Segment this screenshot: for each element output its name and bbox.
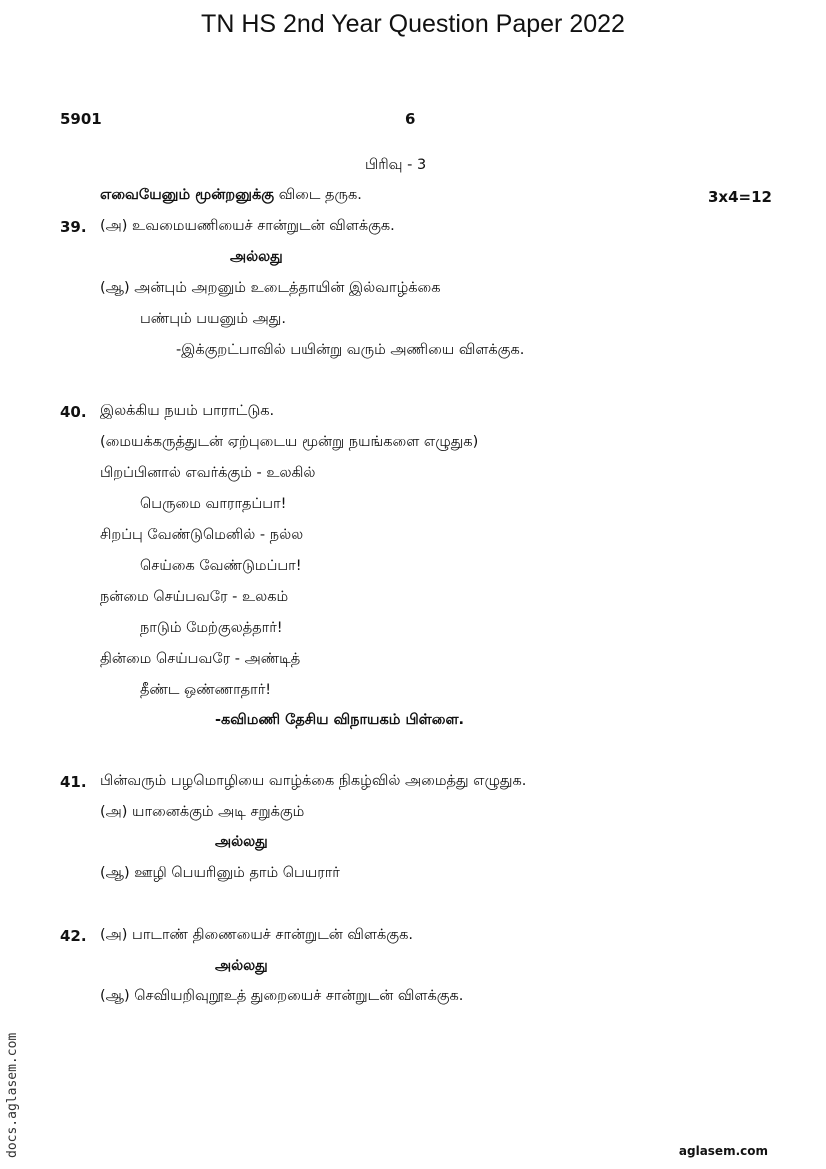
q42-option-b: (ஆ) செவியறிவுறூஉத் துறையைச் சான்றுடன் விளக்குக. <box>100 988 464 1004</box>
section-instruction <box>100 187 362 205</box>
poem-line: நாடும் மேற்குலத்தார்! <box>140 620 283 636</box>
q39-option-a: (அ) உவமையணியைச் சான்றுடன் விளக்குக. <box>100 218 395 234</box>
q41-or-label: அல்லது <box>215 834 268 850</box>
poem-line: தின்மை செய்பவரே - அண்டித் <box>100 651 301 667</box>
question-number-41: 41. <box>60 773 87 791</box>
instruction-rest: விடை தருக. <box>278 187 362 203</box>
q41-option-a: (அ) யானைக்கும் அடி சறுக்கும் <box>100 804 305 820</box>
q40-poem-author: -கவிமணி தேசிய விநாயகம் பிள்ளை. <box>215 712 465 728</box>
q39-option-b-line2: பண்பும் பயனும் அது. <box>140 311 286 327</box>
q40-line1: இலக்கிய நயம் பாராட்டுக. <box>100 403 275 419</box>
section-marks: 3x4=12 <box>708 188 772 206</box>
page-number: 6 <box>405 110 416 128</box>
paper-code: 5901 <box>60 110 102 128</box>
footer-brand: aglasem.com <box>678 1144 768 1158</box>
poem-line: நன்மை செய்பவரே - உலகம் <box>100 589 289 605</box>
poem-line: பெருமை வாராதப்பா! <box>140 496 287 512</box>
question-number-39: 39. <box>60 218 87 236</box>
q41-line1: பின்வரும் பழமொழியை வாழ்க்கை நிகழ்வில் அமைத்து எழுதுக. <box>100 773 527 789</box>
q39-or-label: அல்லது <box>230 249 283 265</box>
q39-option-b-line1: (ஆ) அன்பும் அறனும் உடைத்தாயின் இல்வாழ்க்கை <box>100 280 441 296</box>
instruction-bold: எவையேனும் மூன்றனுக்கு <box>100 187 275 203</box>
section-title: பிரிவு - 3 <box>365 157 427 173</box>
question-number-40: 40. <box>60 403 87 421</box>
q39-option-b-line3: -இக்குறட்பாவில் பயின்று வரும் அணியை விளக்குக. <box>176 342 525 358</box>
q42-or-label: அல்லது <box>215 958 268 974</box>
page-header-title: TN HS 2nd Year Question Paper 2022 <box>201 10 625 38</box>
q41-option-b: (ஆ) ஊழி பெயரினும் தாம் பெயரார் <box>100 865 340 881</box>
poem-line: தீண்ட ஒண்ணாதார்! <box>140 682 272 698</box>
poem-line: சிறப்பு வேண்டுமெனில் - நல்ல <box>100 527 304 543</box>
side-watermark: docs.aglasem.com <box>5 1032 20 1158</box>
q40-line2: (மையக்கருத்துடன் ஏற்புடைய மூன்று நயங்களை எழுதுக) <box>100 434 479 450</box>
question-number-42: 42. <box>60 927 87 945</box>
q42-option-a: (அ) பாடாண் திணையைச் சான்றுடன் விளக்குக. <box>100 927 413 943</box>
poem-line: செய்கை வேண்டுமப்பா! <box>140 558 302 574</box>
poem-line: பிறப்பினால் எவர்க்கும் - உலகில் <box>100 465 316 481</box>
